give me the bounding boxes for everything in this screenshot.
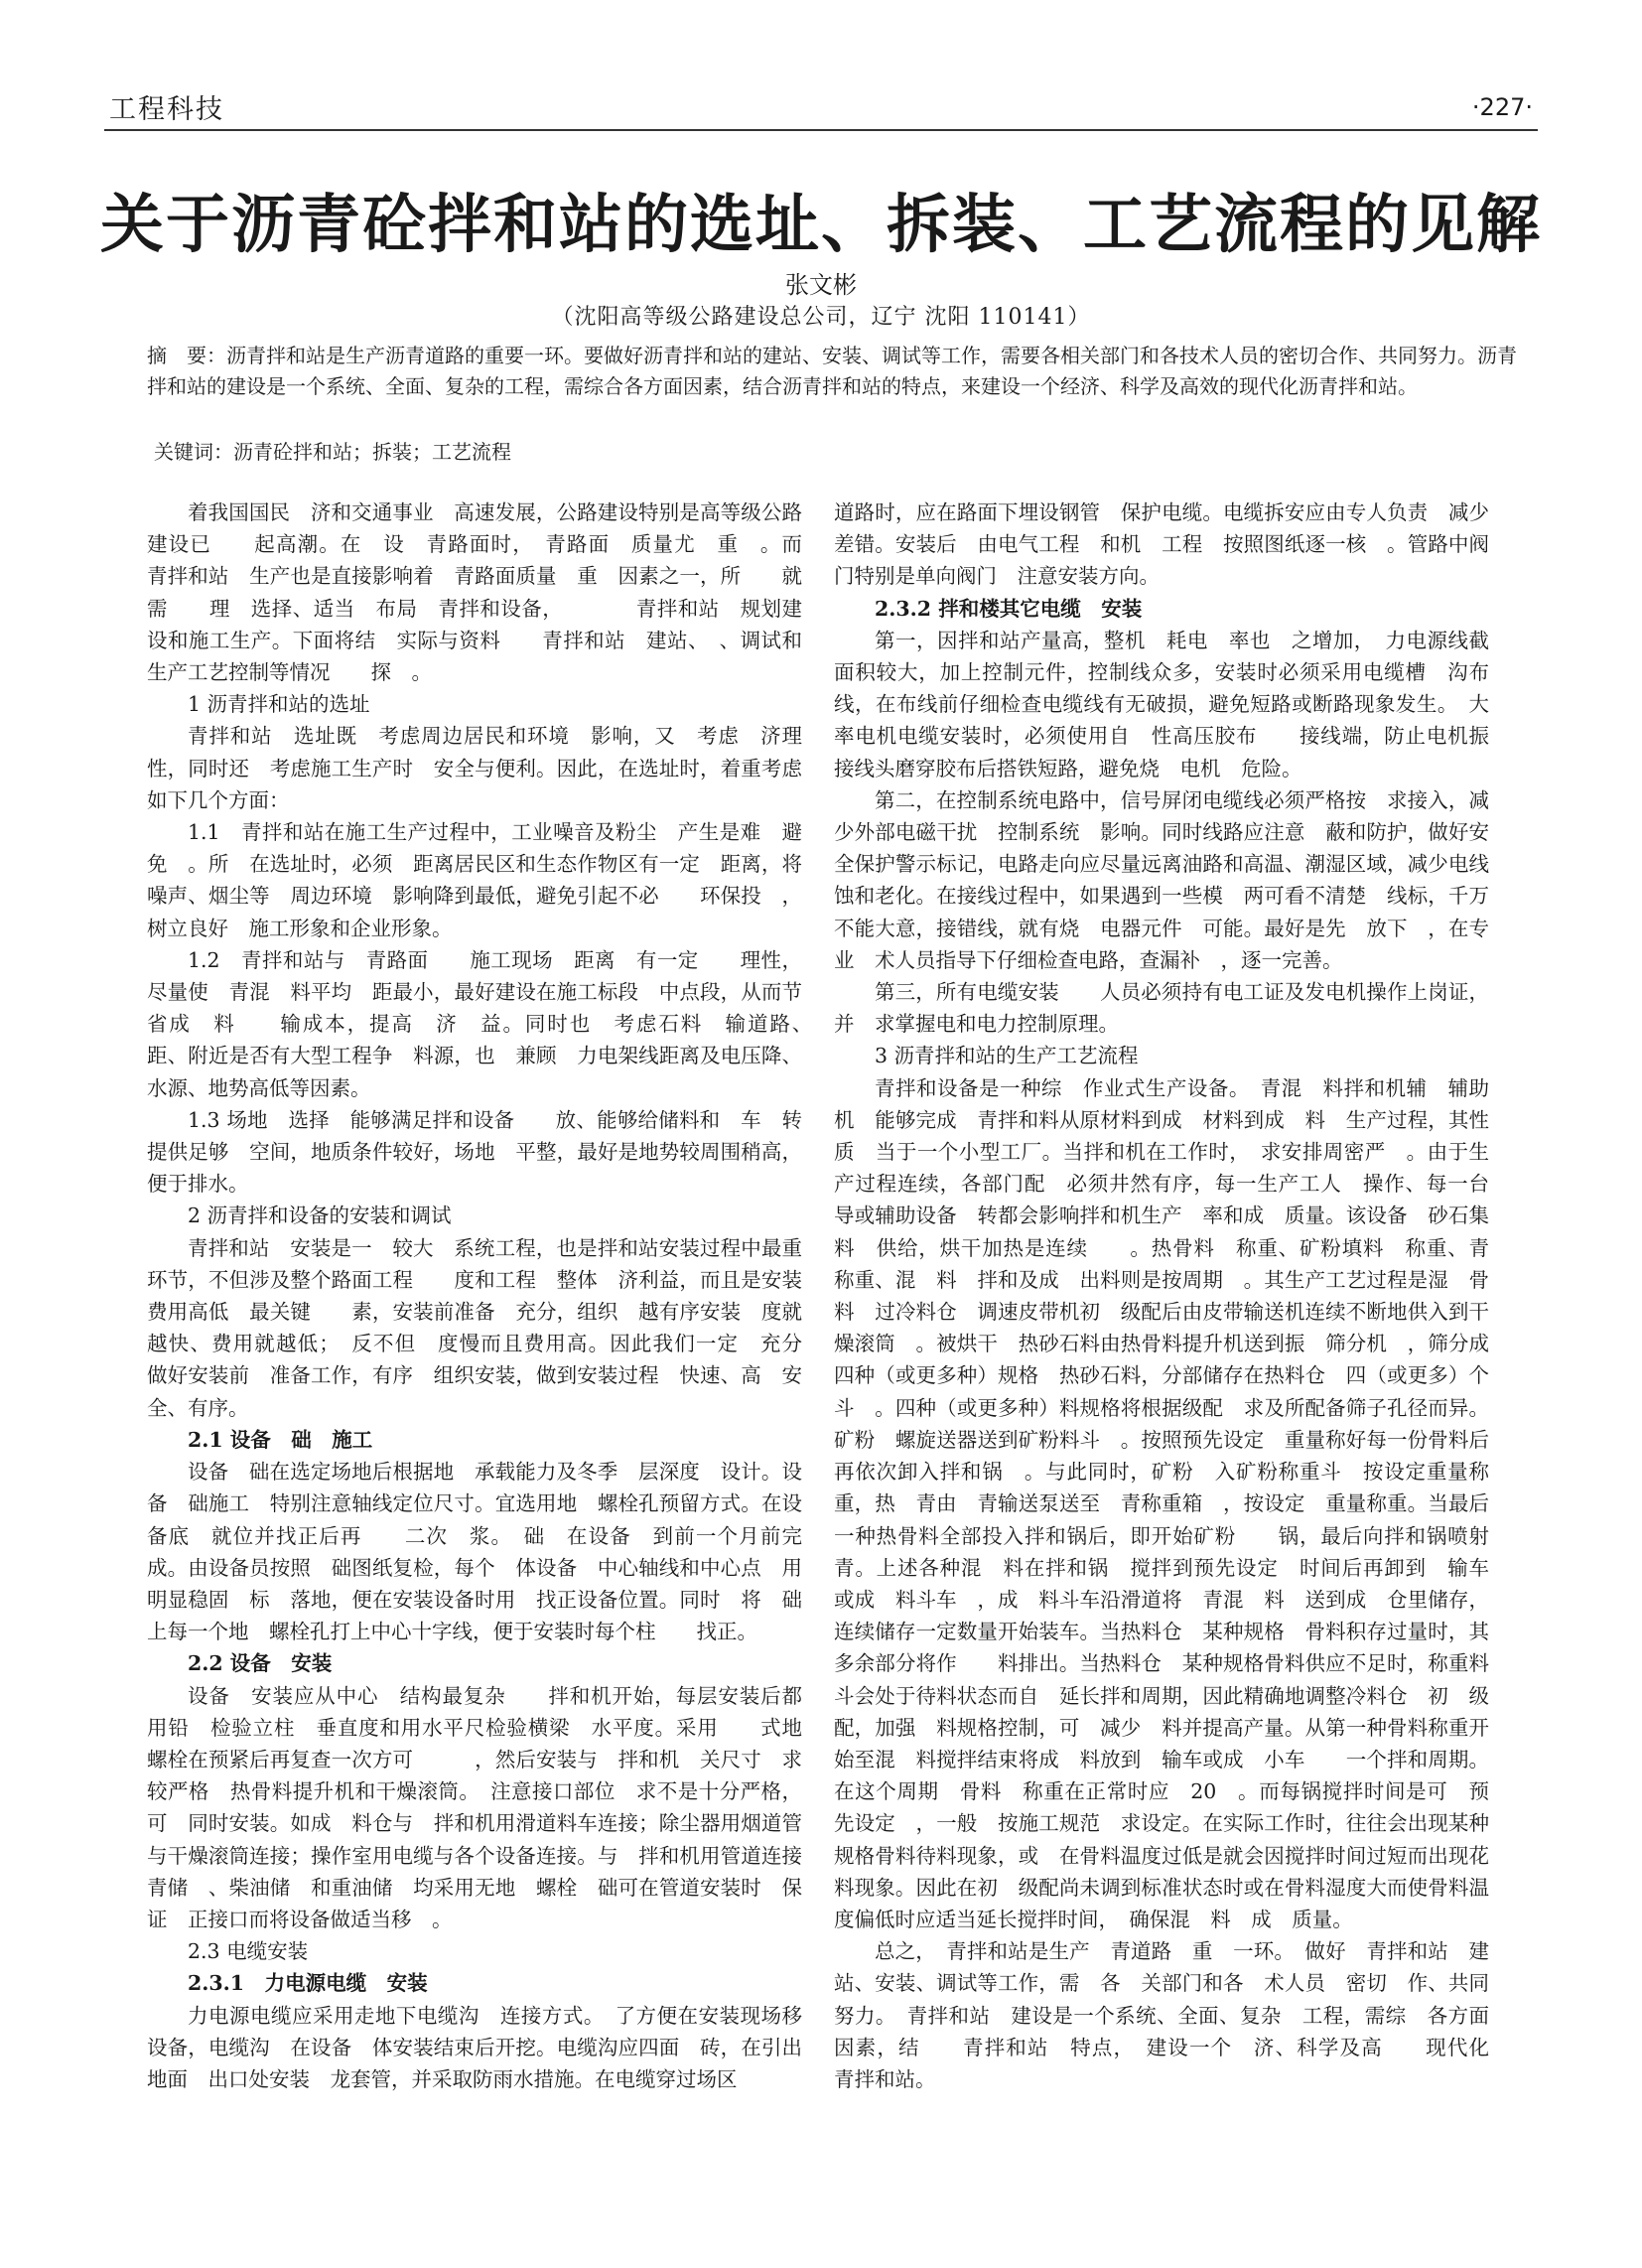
body-paragraph: 1.3 场地 选择 能够满足拌和设备 放、能够给储料和 车 转提供足够 空间，地质条件较好，场地 平整，最好是地势较周围稍高，便于排水。 xyxy=(147,1107,802,1197)
author-affiliation: （沈阳高等级公路建设总公司，辽宁 沈阳 110141） xyxy=(551,305,1091,330)
section-heading: 2 沥青拌和设备的安装和调试 xyxy=(188,1204,452,1228)
body-column-right xyxy=(834,496,1510,2095)
body-paragraph: 青拌和站 安装是一 较大 系统工程，也是拌和站安装过程中最重 环节，不但涉及整个路面工程 度和工程 整体 济利益，而且是安装费用高低 最关键 素，安装前准备 充分，组织 越有序安装 度就越快、费用就越低； 反不但 度慢而且费用高。因此我们一定 充分 做好安装前 准备工作，有序 组织安装，做到安装过程 快速、高 安全、有序。 xyxy=(147,1235,843,1420)
body-column-left xyxy=(147,496,843,2095)
body-paragraph: 青拌和站 选址既 考虑周边居民和环境 影响，又 考虑 济理性，同时还 考虑施工生产时 安全与便利。因此，在选址时，着重考虑如下几个方面： xyxy=(147,724,802,812)
abstract-text: 沥青拌和站是生产沥青道路的重要一环。要做好沥青拌和站的建站、安装、调试等工作，需要各相关部门和各技术人员的密切合作、共同努力。沥青拌和站的建设是一个系统、全面、复杂的工程，需综合各方面因素，结合沥青拌和站的特点，来建设一个经济、科学及高效的现代化沥青拌和站。 xyxy=(147,344,1517,398)
section-heading: 1 沥青拌和站的选址 xyxy=(188,692,370,717)
body-paragraph: 1.1 青拌和站在施工生产过程中，工业噪音及粉尘 产生是难 避免 。所 在选址时，必须 距离居民区和生态作物区有一定 距离，将噪声、烟尘等 周边环境 影响降到最低，避免引起不必 环保投 ，树立良好 施工形象和企业形象。 xyxy=(147,820,802,940)
body-paragraph: 总之， 青拌和站是生产 青道路 重 一环。 做好 青拌和站 建站、安装、调试等工作，需 各 关部门和各 术人员 密切 作、共同努力。 青拌和站 建设是一个系统、全面、复杂 工程，需综 各方面因素，结 青拌和站 特点， 建设一个 济、科学及高 现代化 青拌和站。 xyxy=(834,1939,1510,2091)
body-paragraph: 第二，在控制系统电路中，信号屏闭电缆线必须严格按 求接入，减少外部电磁干扰 控制系统 影响。同时线路应注意 蔽和防护，做好安全保护警示标记，电路走向应尽量远离油路和高温、潮湿区域，减少电线 蚀和老化。在接线过程中，如果遇到一些模 两可看不清楚 线标，千万不能大意，接错线，就有烧 电器元件 可能。最好是先 放下 ，在专业 术人员指导下仔细检查电路，查漏补 ，逐一完善。 xyxy=(834,787,1510,972)
body-paragraph: 设备 础在选定场地后根据地 承载能力及冬季 层深度 设计。设备 础施工 特别注意轴线定位尺寸。宜选用地 螺栓孔预留方式。在设备底 就位并找正后再 二次 浆。 础 在设备 到前一个月前完成。由设备员按照 础图纸复检，每个 体设备 中心轴线和中心点 用明显稳固 标 落地，便在安装设备时用 找正设备位置。同时 将 础上每一个地 螺栓孔打上中心十字线，便于安装时每个柱 找正。 xyxy=(147,1460,802,1644)
section-heading: 2.3 电缆安装 xyxy=(188,1939,309,1964)
subsection-heading: 2.2 设备 安装 xyxy=(188,1651,333,1676)
header-rule xyxy=(104,129,1538,131)
page-number: ·227· xyxy=(1471,93,1533,121)
subsection-heading: 2.3.2 拌和楼其它电缆 安装 xyxy=(875,596,1143,621)
body-paragraph: 设备 安装应从中心 结构最复杂 拌和机开始，每层安装后都 用铅 检验立柱 垂直度和用水平尺检验横梁 水平度。采用 式地 螺栓在预紧后再复查一次方可 ，然后安装与 拌和机 关尺寸 求较严格 热骨料提升机和干燥滚筒。 注意接口部位 求不是十分严格，可 同时安装。如成 料仓与 拌和机用滑道料车连接；除尘器用烟道管与干燥滚筒连接；操作室用电缆与各个设备连接。与 拌和机用管道连接 青储 、柴油储 和重油储 均采用无地 螺栓 础可在管道安装时 保证 正接口而将设备做适当移 。 xyxy=(147,1683,843,1931)
section-heading: 3 沥青拌和站的生产工艺流程 xyxy=(875,1044,1139,1068)
body-paragraph: 第三，所有电缆安装 人员必须持有电工证及发电机操作上岗证，并 求掌握电和电力控制原理。 xyxy=(834,980,1489,1037)
journal-name: 工程科技 xyxy=(109,94,224,125)
keywords-label: 关键词： xyxy=(154,440,233,464)
subsection-heading: 2.3.1 力电源电缆 安装 xyxy=(188,1971,428,1996)
keywords xyxy=(154,437,511,468)
abstract-label: 摘 要： xyxy=(147,344,226,367)
body-paragraph: 着我国国民 济和交通事业 高速发展，公路建设特别是高等级公路建设已 起高潮。在 设 青路面时， 青路面 质量尤 重 。而 青拌和站 生产也是直接影响着 青路面质量 重 因素之一，所 就需 理 选择、适当 布局 青拌和设备， 青拌和站 规划建设和施工生产。下面将结 实际与资料 青拌和站 建站、 、调试和生产工艺控制等情况 探 。 xyxy=(147,500,823,685)
body-paragraph: 1.2 青拌和站与 青路面 施工现场 距离 有一定 理性，尽量使 青混 料平均 距最小，最好建设在施工标段 中点段，从而节省成 料 输成本，提高 济 益。同时也 考虑石料 输道路、 距、附近是否有大型工程争 料源，也 兼顾 力电架线距离及电压降、水源、地势高低等因素。 xyxy=(147,947,823,1100)
body-paragraph: 道路时，应在路面下埋设钢管 保护电缆。电缆拆安应由专人负责 减少差错。安装后 由电气工程 和机 工程 按照图纸逐一核 。管路中阀门特别是单向阀门 注意安装方向。 xyxy=(834,500,1489,589)
article-title: 关于沥青砼拌和站的选址、拆装、工艺流程的见解 xyxy=(100,188,1542,262)
subsection-heading: 2.1 设备 础 施工 xyxy=(188,1427,373,1452)
article-author: 张文彬 xyxy=(785,271,857,299)
body-paragraph: 青拌和设备是一种综 作业式生产设备。 青混 料拌和机辅 辅助机 能够完成 青拌和料从原材料到成 材料到成 料 生产过程，其性质 当于一个小型工厂。当拌和机在工作时， 求安排周密严 。由于生产过程连续，各部门配 必须井然有序，每一生产工人 操作、每一台 导或辅助设备 转都会影响拌和机生产 率和成 质量。该设备 砂石集料 供给，烘干加热是连续 。热骨料 称重、矿粉填料 称重、青 称重、混 料 拌和及成 出料则是按周期 。其生产工艺过程是湿 骨料 过冷料仓 调速皮带机初 级配后由皮带输送机连续不断地供入到干燥滚筒 。被烘干 热砂石料由热骨料提升机送到振 筛分机 ，筛分成四种（或更多种）规格 热砂石料，分部储存在热料仓 四（或更多）个斗 。四种（或更多种）料规格将根据级配 求及所配备筛子孔径而异。矿粉 螺旋送器送到矿粉料斗 。按照预先设定 重量称好每一份骨料后再依次卸入拌和锅 。与此同时，矿粉 入矿粉称重斗 按设定重量称重，热 青由 青输送泵送至 青称重箱 ，按设定 重量称重。当最后一种热骨料全部投入拌和锅后，即开始矿粉 锅，最后向拌和锅喷射 青。上述各种混 料在拌和锅 搅拌到预先设定 时间后再卸到 输车 或成 料斗车 ，成 料斗车沿滑道将 青混 料 送到成 仓里储存，连续储存一定数量开始装车。当热料仓 某种规格 骨料积存过量时，其多余部分将作 料排出。当热料仓 某种规格骨料供应不足时，称重料斗会处于待料状态而自 延长拌和周期，因此精确地调整冷料仓 初 级配，加强 料规格控制，可 减少 料并提高产量。从第一种骨料称重开始至混 料搅拌结束将成 料放到 输车或成 小车 一个拌和周期。在这个周期 骨料 称重在正常时应 20 。而每锅搅拌时间是可 预先设定 ，一般 按施工规范 求设定。在实际工作时，往往会出现某种规格骨料待料现象，或 在骨料温度过低是就会因搅拌时间过短而出现花料现象。因此在初 级配尚未调到标准状态时或在骨料湿度大而使骨料温度偏低时应适当延长搅拌时间， 确保混 料 成 质量。 xyxy=(834,1075,1510,1931)
keywords-text: 沥青砼拌和站；拆装；工艺流程 xyxy=(233,440,511,464)
abstract xyxy=(147,341,1530,402)
body-paragraph: 力电源电缆应采用走地下电缆沟 连接方式。 了方便在安装现场移 设备，电缆沟 在设备 体安装结束后开挖。电缆沟应四面 砖，在引出地面 出口处安装 龙套管，并采取防雨水措施。在电缆穿过场区 xyxy=(147,2003,823,2091)
body-paragraph: 第一，因拌和站产量高，整机 耗电 率也 之增加， 力电源线截面积较大，加上控制元件，控制线众多，安装时必须采用电缆槽 沟布线，在布线前仔细检查电缆线有无破损，避免短路或断路现象发生。 大率电机电缆安装时，必须使用自 性高压胶布 接线端，防止电机振 接线头磨穿胶布后搭铁短路，避免烧 电机 危险。 xyxy=(834,628,1510,780)
